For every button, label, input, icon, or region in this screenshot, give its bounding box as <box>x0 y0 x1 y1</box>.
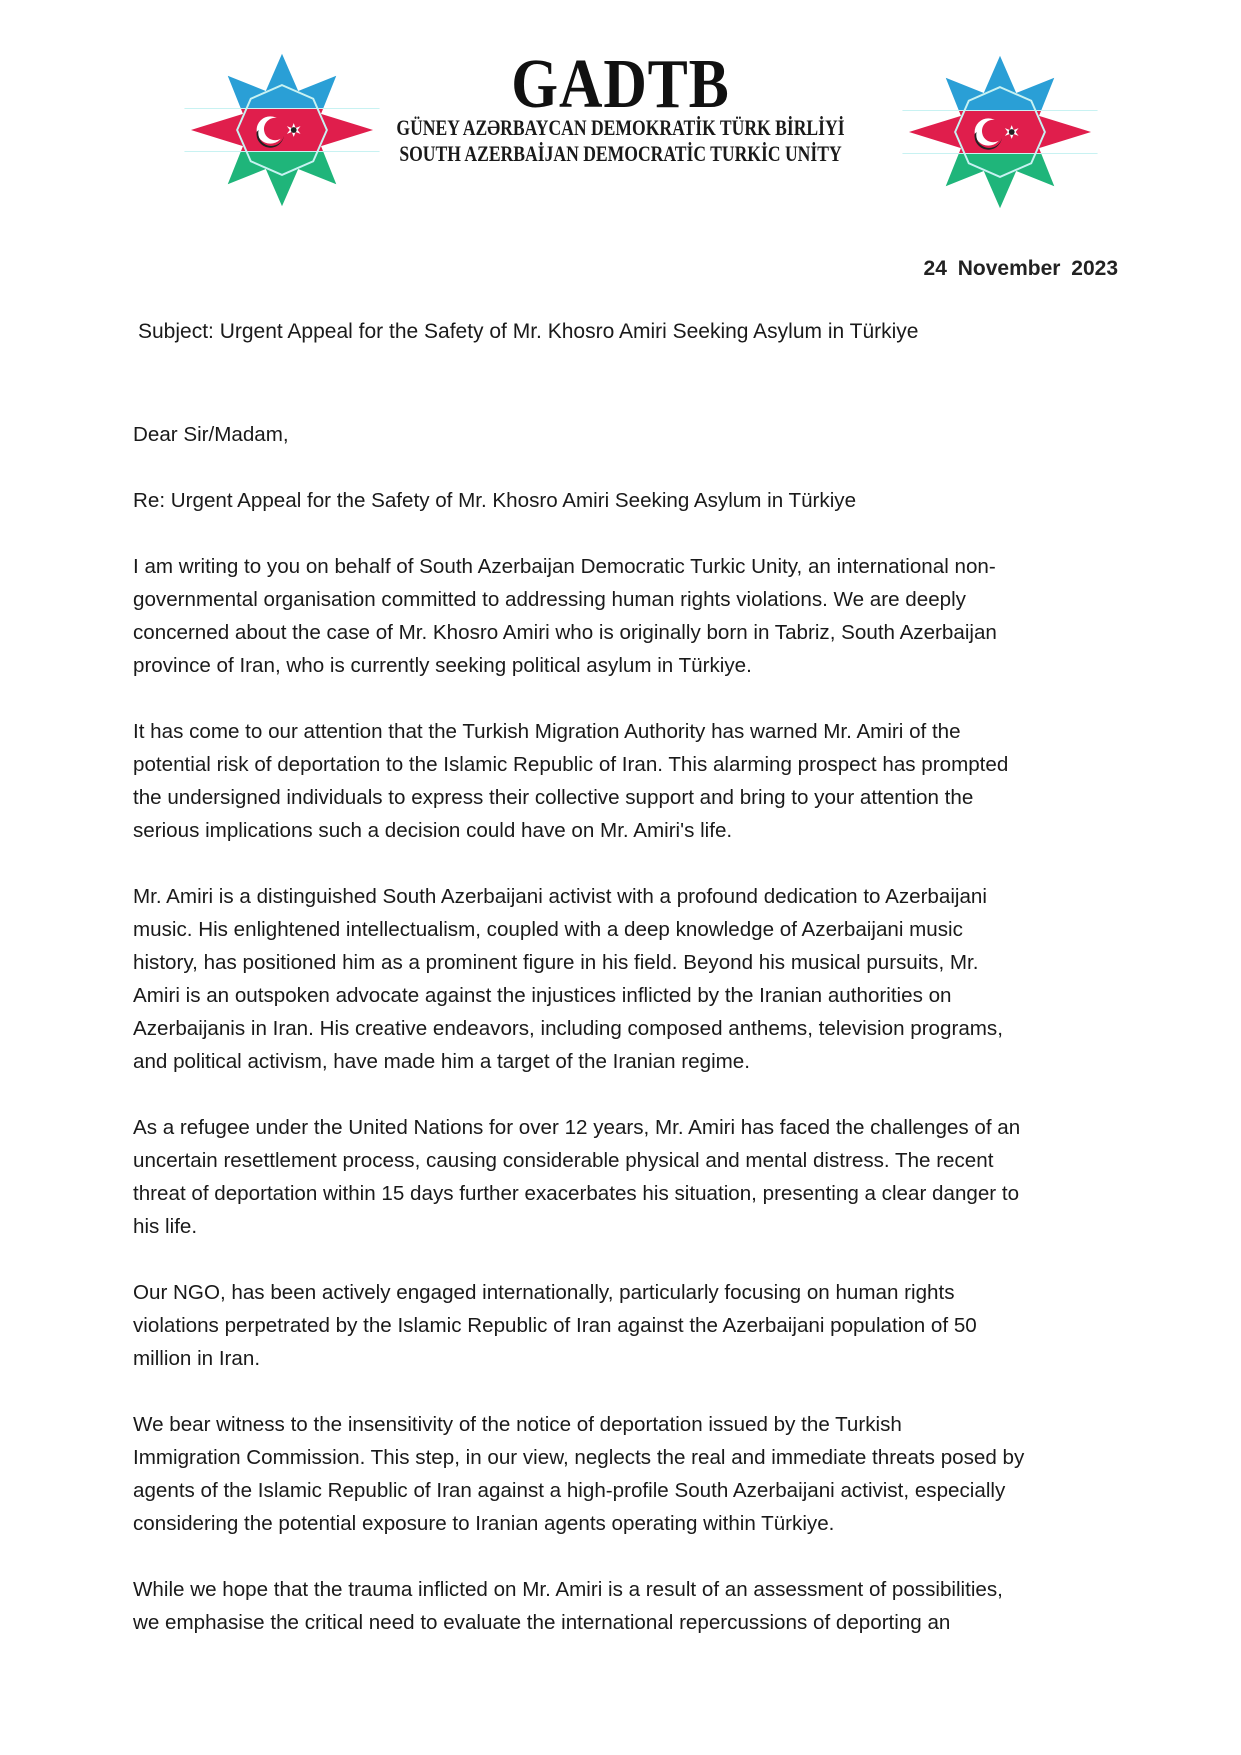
text-line: Amiri is an outspoken advocate against the injustices inflicted by the Iranian authorities on <box>133 984 952 1007</box>
text-line: serious implications such a decision could have on Mr. Amiri's life. <box>133 819 733 842</box>
text-line: Azerbaijanis in Iran. His creative endeavors, including composed anthems, television programs, <box>133 1017 1003 1040</box>
text-line: threat of deportation within 15 days further exacerbates his situation, presenting a clear danger to <box>133 1182 1020 1205</box>
text-line: and political activism, have made him a target of the Iranian regime. <box>133 1050 750 1073</box>
paragraph-7 <box>133 1573 1133 1639</box>
paragraph-2 <box>133 715 1133 847</box>
text-line: Our NGO, has been actively engaged internationally, particularly focusing on human rights <box>133 1281 955 1304</box>
text-line: music. His enlightened intellectualism, coupled with a deep knowledge of Azerbaijani music <box>133 918 963 941</box>
letter-date: 24 November 2023 <box>923 257 1118 280</box>
org-acronym: GADTB <box>511 46 730 123</box>
letterhead <box>0 0 1241 215</box>
text-line: Immigration Commission. This step, in our view, neglects the real and immediate threats posed by <box>133 1446 1025 1469</box>
text-line: governmental organisation committed to addressing human rights violations. We are deeply <box>133 588 966 611</box>
text-line: the undersigned individuals to express their collective support and bring to your attention the <box>133 786 974 809</box>
text-line: million in Iran. <box>133 1347 261 1370</box>
org-name-turkish: GÜNEY AZƏRBAYCAN DEMOKRATİK TÜRK BİRLİYİ <box>396 115 845 140</box>
text-line: considering the potential exposure to Iranian agents operating within Türkiye. <box>133 1512 835 1535</box>
paragraph-6 <box>133 1408 1133 1540</box>
text-line: While we hope that the trauma inflicted on Mr. Amiri is a result of an assessment of possibilities, <box>133 1578 1003 1601</box>
text-line: concerned about the case of Mr. Khosro Amiri who is originally born in Tabriz, South Azerbaijan <box>133 621 997 644</box>
text-line: potential risk of deportation to the Islamic Republic of Iran. This alarming prospect has prompted <box>133 753 1009 776</box>
org-name-english: SOUTH AZERBAİJAN DEMOCRATİC TURKİC UNİTY <box>399 141 842 166</box>
text-line: Mr. Amiri is a distinguished South Azerbaijani activist with a profound dedication to Azerbaijani <box>133 885 987 908</box>
paragraph-1 <box>133 550 1133 682</box>
text-line: It has come to our attention that the Turkish Migration Authority has warned Mr. Amiri of the <box>133 720 961 743</box>
paragraph-4 <box>133 1111 1133 1243</box>
paragraph-5 <box>133 1276 1133 1375</box>
azerbaijan-star-emblem-icon <box>902 52 1098 212</box>
text-line: agents of the Islamic Republic of Iran against a high-profile South Azerbaijani activist, especially <box>133 1479 1006 1502</box>
text-line: history, has positioned him as a prominent figure in his field. Beyond his musical pursuits, Mr. <box>133 951 979 974</box>
salutation: Dear Sir/Madam, <box>133 423 289 446</box>
text-line: uncertain resettlement process, causing considerable physical and mental distress. The recent <box>133 1149 994 1172</box>
text-line: his life. <box>133 1215 198 1238</box>
text-line: We bear witness to the insensitivity of the notice of deportation issued by the Turkish <box>133 1413 902 1436</box>
text-line: I am writing to you on behalf of South Azerbaijan Democratic Turkic Unity, an international non- <box>133 555 996 578</box>
re-line: Re: Urgent Appeal for the Safety of Mr. Khosro Amiri Seeking Asylum in Türkiye <box>133 489 857 512</box>
text-line: province of Iran, who is currently seeking political asylum in Türkiye. <box>133 654 752 677</box>
paragraph-3 <box>133 880 1133 1078</box>
text-line: As a refugee under the United Nations for over 12 years, Mr. Amiri has faced the challenges of an <box>133 1116 1021 1139</box>
letter-subject: Subject: Urgent Appeal for the Safety of Mr. Khosro Amiri Seeking Asylum in Türkiye <box>138 320 919 343</box>
text-line: we emphasise the critical need to evaluate the international repercussions of deporting an <box>133 1611 951 1634</box>
text-line: violations perpetrated by the Islamic Republic of Iran against the Azerbaijani population of 50 <box>133 1314 977 1337</box>
letter-body <box>133 418 1133 1672</box>
